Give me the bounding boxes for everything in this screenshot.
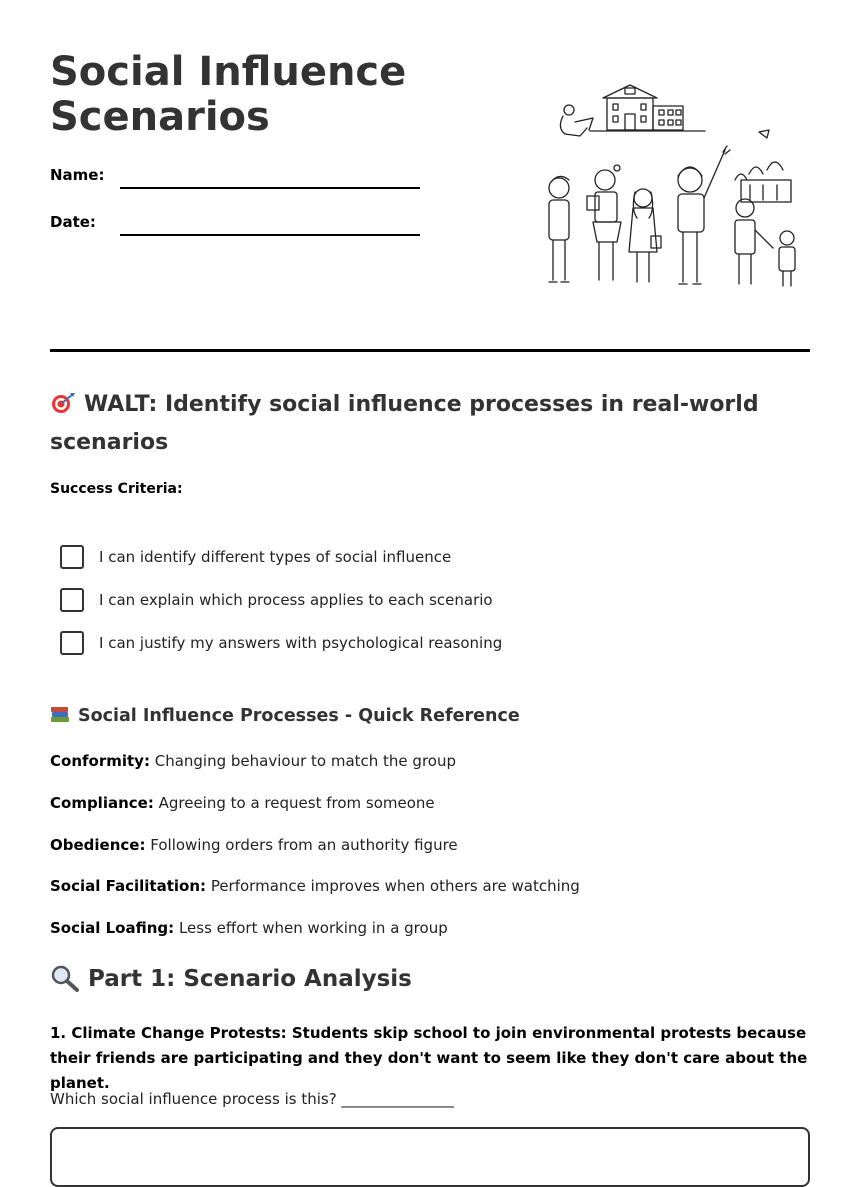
reading-child-drawing	[560, 105, 593, 136]
books-icon	[50, 705, 70, 726]
child-figure-1	[549, 176, 569, 282]
children-school-illustration	[535, 80, 810, 295]
reference-item	[50, 752, 456, 770]
criterion-text: I can explain which process applies to each scenario	[99, 591, 493, 609]
reference-heading	[50, 705, 520, 726]
date-label: Date:	[50, 213, 96, 231]
date-field[interactable]	[120, 234, 420, 236]
reference-definition: Agreeing to a request from someone	[158, 794, 435, 812]
reference-term: Social Facilitation:	[50, 877, 207, 895]
criterion-item[interactable]	[60, 588, 493, 612]
target-icon	[50, 386, 76, 424]
reference-term: Obedience:	[50, 836, 146, 854]
scenario-prompt: Which social influence process is this? _______________	[50, 1090, 454, 1108]
part1-heading	[50, 964, 412, 994]
reference-item	[50, 836, 458, 854]
criterion-text: I can identify different types of social influence	[99, 548, 452, 566]
criterion-checkbox[interactable]	[60, 631, 84, 655]
criterion-item[interactable]	[60, 545, 451, 569]
reference-definition: Changing behaviour to match the group	[154, 752, 456, 770]
name-field[interactable]	[120, 187, 420, 189]
reference-definition: Performance improves when others are watching	[210, 877, 580, 895]
reference-item	[50, 877, 580, 895]
reference-item	[50, 794, 435, 812]
reference-term: Conformity:	[50, 752, 150, 770]
answer-box[interactable]	[50, 1127, 810, 1187]
header-divider	[50, 349, 810, 352]
criterion-item[interactable]	[60, 631, 502, 655]
child-figure-3	[629, 189, 661, 282]
criterion-checkbox[interactable]	[60, 588, 84, 612]
reference-term: Compliance:	[50, 794, 154, 812]
child-figure-5	[735, 199, 773, 284]
reference-title-text: Social Influence Processes - Quick Reference	[78, 705, 520, 726]
page-title: Social Influence Scenarios	[50, 49, 407, 140]
part1-title-text: Part 1: Scenario Analysis	[88, 966, 412, 992]
reference-term: Social Loafing:	[50, 919, 175, 937]
reference-definition: Following orders from an authority figure	[150, 836, 458, 854]
magnifier-icon	[50, 964, 80, 994]
school-building-drawing	[590, 85, 705, 131]
child-figure-2	[587, 165, 621, 280]
criterion-text: I can justify my answers with psychological reasoning	[99, 634, 503, 652]
criterion-checkbox[interactable]	[60, 545, 84, 569]
name-label: Name:	[50, 166, 105, 184]
scenario-question: 1. Climate Change Protests: Students skip school to join environmental protests because their friends are participating and they don't want to seem like they don't care about the planet.	[50, 1024, 808, 1092]
reference-definition: Less effort when working in a group	[178, 919, 448, 937]
walt-title-text: WALT: Identify social influence processes in real-world scenarios	[50, 392, 759, 455]
reference-item	[50, 919, 448, 937]
child-figure-6	[779, 231, 795, 286]
walt-heading	[50, 386, 770, 462]
child-figure-4	[678, 146, 730, 284]
success-criteria-label: Success Criteria:	[50, 481, 183, 497]
playground-drawing	[735, 130, 791, 202]
